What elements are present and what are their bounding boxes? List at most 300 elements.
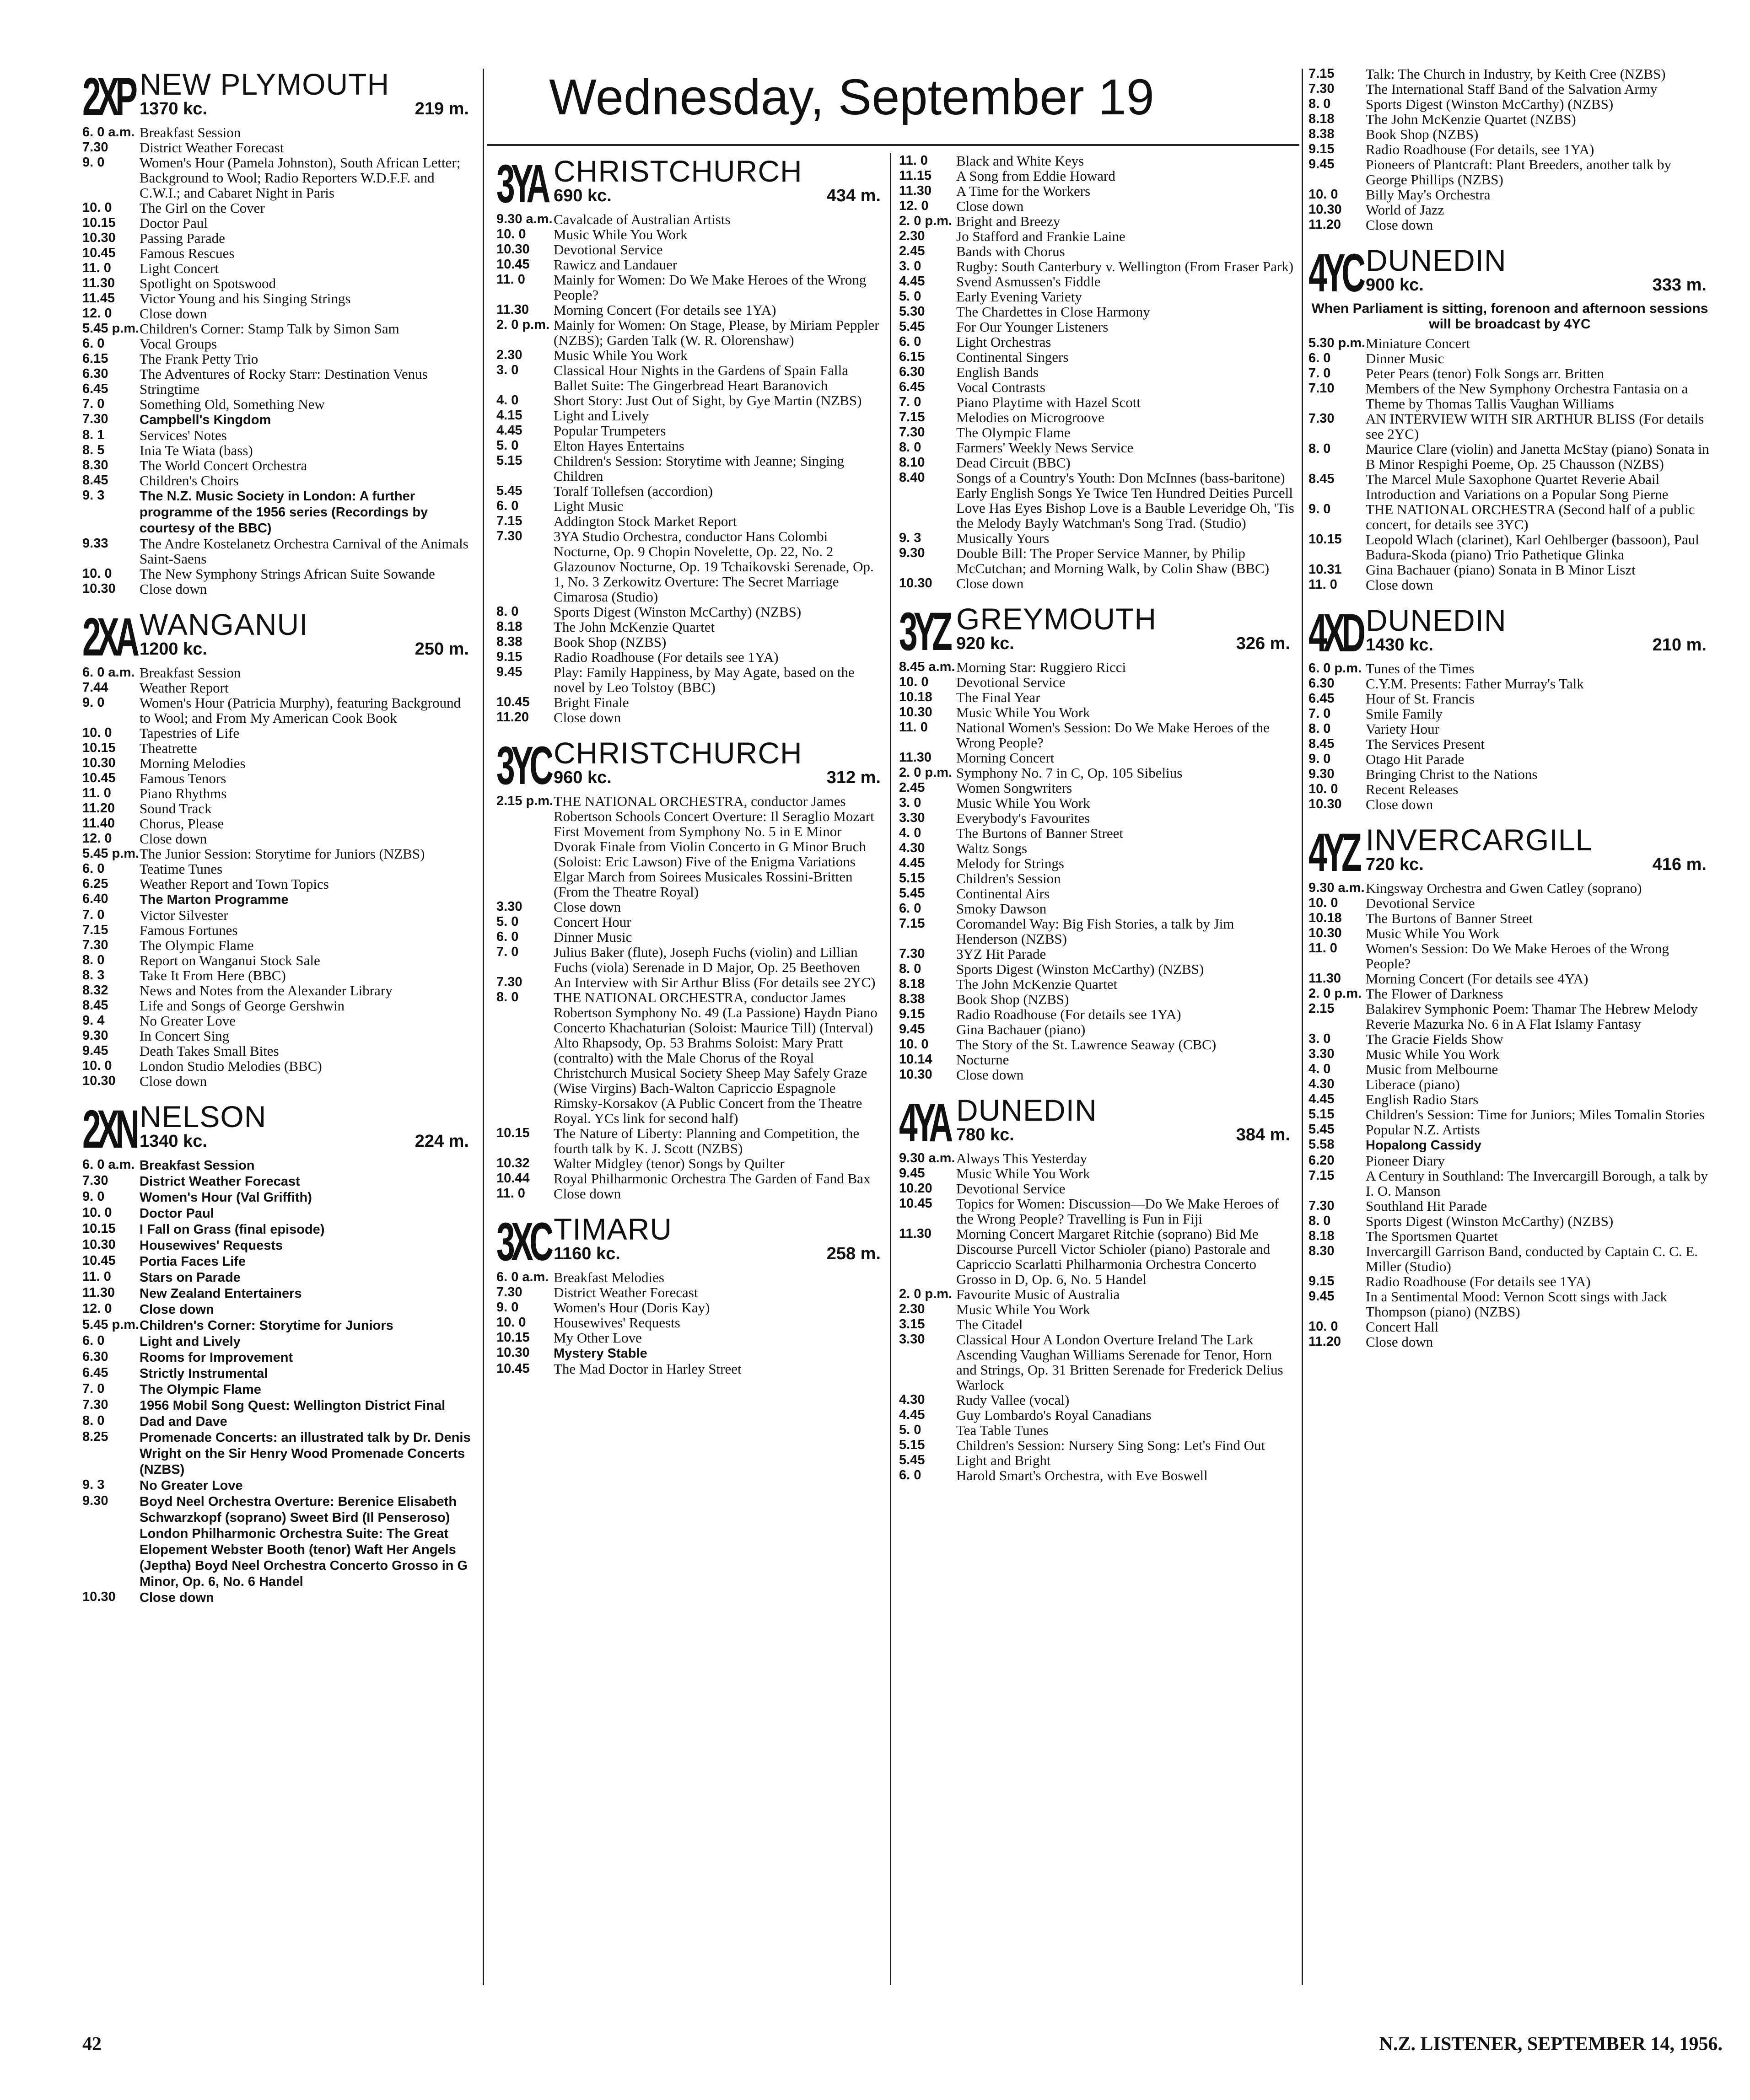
programme-time: 7. 0 — [82, 908, 105, 922]
station-callsign: 4YA — [899, 1093, 949, 1153]
programme-item — [1308, 157, 1711, 187]
programme-title: Music While You Work — [956, 795, 1090, 811]
programme-title: Close down — [1366, 577, 1433, 593]
programme-time: 10.45 — [82, 1253, 116, 1268]
programme-time: 10.30 — [82, 756, 116, 770]
programme-time: 10.15 — [1308, 532, 1342, 547]
programme-item — [1308, 896, 1711, 911]
programme-time: 11. 0 — [1308, 577, 1337, 592]
programme-item — [899, 720, 1295, 750]
programme-title: Campbell's Kingdom — [140, 413, 271, 427]
programme-time: 8. 0 — [1308, 97, 1331, 111]
programme-time: 4. 0 — [496, 393, 519, 408]
programme-title: Maurice Clare (violin) and Janetta McStay (piano) Sonata in B Minor Respighi Poeme, Op. 25 Chausson (NZBS) — [1366, 441, 1709, 472]
programme-item — [82, 876, 474, 892]
station-city: CHRISTCHURCH — [554, 736, 802, 770]
programme-title: Concert Hall — [1366, 1319, 1439, 1335]
programme-title: Devotional Service — [554, 242, 663, 258]
programme-item — [899, 1468, 1295, 1483]
programme-time: 8.10 — [899, 455, 925, 470]
programme-title: The Girl on the Cover — [140, 200, 265, 216]
programme-time: 10.18 — [899, 690, 932, 704]
programme-time: 7.30 — [1308, 1198, 1335, 1213]
programme-item — [496, 408, 885, 423]
programme-time: 8. 0 — [496, 604, 519, 619]
station-wavelength: 219 m. — [415, 99, 469, 118]
programme-title: Sports Digest (Winston McCarthy) (NZBS) — [554, 604, 802, 620]
programme-title: Rudy Vallee (vocal) — [956, 1392, 1070, 1408]
programme-item — [1308, 127, 1711, 142]
programme-time: 5.45 — [899, 1453, 925, 1467]
programme-item — [82, 306, 474, 321]
programme-time: 2.30 — [899, 229, 925, 243]
programme-item — [899, 153, 1295, 168]
programme-time: 9.45 — [1308, 157, 1335, 172]
station-city: NEW PLYMOUTH — [140, 67, 390, 101]
programme-time: 8. 0 — [496, 990, 519, 1004]
programme-title: Famous Fortunes — [140, 922, 238, 938]
programme-time: 4. 0 — [899, 826, 921, 840]
programme-item — [496, 990, 885, 1126]
programme-title: Bands with Chorus — [956, 243, 1065, 259]
programme-time: 10.30 — [899, 576, 932, 591]
programme-time: 6. 0 — [82, 1333, 105, 1348]
programme-time: 6.25 — [82, 876, 108, 891]
programme-item — [1308, 926, 1711, 941]
programme-time: 6.45 — [1308, 691, 1335, 706]
programme-title: Morning Concert (For details see 1YA) — [554, 302, 776, 318]
programme-title: Mystery Stable — [554, 1346, 647, 1361]
programme-title: Sports Digest (Winston McCarthy) (NZBS) — [1366, 96, 1614, 112]
programme-item — [82, 581, 474, 596]
programme-item — [82, 473, 474, 488]
programme-title: District Weather Forecast — [140, 1174, 300, 1189]
programme-title: Children's Corner: Stamp Talk by Simon Sam — [140, 321, 399, 337]
programme-time: 11.30 — [899, 183, 932, 198]
station-callsign: 3YA — [496, 154, 547, 214]
programme-item — [82, 566, 474, 581]
station-header — [496, 735, 885, 794]
programme-time: 8. 0 — [1308, 441, 1331, 456]
programme-item — [1308, 881, 1711, 896]
programme-time: 2. 0 p.m. — [1308, 986, 1362, 1001]
programme-title: Light Concert — [140, 260, 219, 276]
programme-title: Famous Rescues — [140, 245, 235, 261]
programme-item — [496, 650, 885, 665]
programme-title: Vocal Groups — [140, 336, 217, 352]
station-city: INVERCARGILL — [1366, 823, 1593, 857]
programme-title: Balakirev Symphonic Poem: Thamar The Hebrew Melody Reverie Mazurka No. 6 in A Flat Islamy Fantasy — [1366, 1001, 1698, 1032]
programme-time: 11.40 — [82, 816, 115, 831]
programme-title: Miniature Concert — [1366, 335, 1470, 351]
programme-time: 8.18 — [899, 977, 925, 991]
programme-time: 12. 0 — [899, 199, 929, 213]
programme-time: 10.18 — [1308, 911, 1342, 925]
programme-title: Piano Rhythms — [140, 785, 227, 801]
programme-time: 8.45 a.m. — [899, 660, 955, 674]
programme-item — [82, 725, 474, 741]
station-header — [1308, 822, 1711, 881]
programme-item — [496, 272, 885, 302]
programme-title: Take It From Here (BBC) — [140, 967, 286, 983]
programme-title: Dead Circuit (BBC) — [956, 455, 1071, 471]
programme-time: 8.38 — [899, 992, 925, 1006]
column-1 — [82, 66, 474, 1978]
programme-item — [899, 826, 1295, 841]
programme-item — [899, 946, 1295, 961]
programme-item — [82, 1397, 474, 1413]
programme-item — [82, 1058, 474, 1074]
programme-item — [1308, 577, 1711, 592]
programme-time: 8.18 — [496, 619, 522, 634]
programme-title: Popular Trumpeters — [554, 423, 666, 439]
programme-title: Bright Finale — [554, 694, 629, 710]
programme-title: Teatime Tunes — [140, 861, 223, 877]
programme-title: Sports Digest (Winston McCarthy) (NZBS) — [1366, 1213, 1614, 1229]
programme-time: 9. 0 — [82, 695, 105, 710]
programme-item — [82, 1269, 474, 1285]
programme-item — [496, 1361, 885, 1376]
station-header — [496, 153, 885, 212]
programme-time: 8. 0 — [82, 1413, 105, 1428]
station-frequency: 720 kc. — [1366, 855, 1424, 874]
programme-item — [82, 155, 474, 200]
programme-title: Rooms for Improvement — [140, 1350, 293, 1365]
programme-time: 10. 0 — [82, 200, 112, 215]
programme-title: Morning Melodies — [140, 755, 246, 771]
programme-title: English Bands — [956, 364, 1039, 380]
programme-item — [1308, 1122, 1711, 1137]
programme-time: 11.30 — [496, 302, 529, 317]
station-frequency: 1340 kc. — [140, 1132, 207, 1151]
programme-time: 6.45 — [82, 1365, 108, 1380]
station-wavelength: 224 m. — [415, 1132, 469, 1151]
programme-time: 5.45 — [1308, 1122, 1335, 1137]
station-block — [496, 1211, 885, 1376]
programme-item — [899, 660, 1295, 675]
programme-time: 10. 0 — [1308, 896, 1338, 910]
programme-title: Stars on Parade — [140, 1270, 241, 1285]
programme-time: 9. 0 — [82, 1189, 105, 1204]
column-rule — [483, 69, 484, 1985]
programme-time: 3.30 — [899, 1332, 925, 1347]
programme-time: 3.30 — [1308, 1047, 1335, 1061]
programme-item — [82, 1285, 474, 1301]
programme-item — [899, 455, 1295, 470]
programme-title: Harold Smart's Orchestra, with Eve Boswell — [956, 1467, 1208, 1483]
programme-time: 2.15 — [1308, 1001, 1335, 1016]
programme-item — [82, 336, 474, 351]
programme-title: Children's Session: Storytime with Jeanne; Singing Children — [554, 453, 845, 484]
programme-item — [82, 756, 474, 771]
programme-time: 10. 0 — [82, 1058, 112, 1073]
programme-title: Morning Concert — [956, 750, 1055, 766]
programme-title: Dinner Music — [1366, 350, 1444, 366]
programme-item — [496, 975, 885, 990]
programme-title: A Time for the Workers — [956, 183, 1091, 199]
programme-item — [82, 1413, 474, 1429]
programme-item — [82, 665, 474, 680]
programme-time: 3. 0 — [1308, 1031, 1331, 1046]
programme-title: Devotional Service — [1366, 895, 1475, 911]
programme-time: 7.10 — [1308, 381, 1335, 396]
programme-time: 10.45 — [496, 695, 530, 709]
programme-title: Close down — [140, 1073, 207, 1089]
programme-title: Services' Notes — [140, 427, 227, 443]
programme-item — [496, 423, 885, 438]
programme-item — [496, 1270, 885, 1285]
programme-time: 2.45 — [899, 244, 925, 258]
programme-title: New Zealand Entertainers — [140, 1286, 302, 1301]
programme-item — [496, 212, 885, 227]
programme-time: 4.30 — [899, 1392, 925, 1407]
programme-item — [899, 1067, 1295, 1082]
programme-title: The Junior Session: Storytime for Juniors (NZBS) — [140, 846, 425, 862]
programme-item — [899, 289, 1295, 304]
station-block — [899, 601, 1295, 1082]
programme-time: 9.45 — [496, 665, 522, 679]
programme-title: Rugby: South Canterbury v. Wellington (From Fraser Park) — [956, 258, 1294, 274]
programme-time: 4.45 — [1308, 1092, 1335, 1106]
programme-item — [496, 1171, 885, 1186]
programme-title: Close down — [140, 1590, 214, 1605]
programme-item — [82, 351, 474, 366]
programme-item — [496, 634, 885, 650]
programme-item — [899, 319, 1295, 334]
programme-time: 9.30 a.m. — [899, 1151, 955, 1165]
programme-time: 10. 0 — [1308, 187, 1338, 202]
programme-item — [899, 576, 1295, 591]
programme-title: Leopold Wlach (clarinet), Karl Oehlberger (bassoon), Paul Badura-Skoda (piano) Trio Pathetique Glinka — [1366, 532, 1699, 563]
station-city: GREYMOUTH — [956, 602, 1157, 636]
programme-title: The World Concert Orchestra — [140, 457, 307, 473]
programme-item — [82, 215, 474, 231]
programme-item — [1308, 1062, 1711, 1077]
programme-time: 9. 0 — [1308, 502, 1331, 516]
station-header — [1308, 242, 1711, 301]
programme-time: 9.15 — [1308, 142, 1335, 156]
programme-item — [899, 871, 1295, 886]
programme-time: 9.15 — [1308, 1274, 1335, 1289]
station-wavelength: 434 m. — [826, 186, 881, 205]
programme-time: 10.45 — [82, 246, 116, 260]
programme-time: 9.15 — [496, 650, 522, 664]
programme-time: 4.45 — [899, 1407, 925, 1422]
station-frequency: 1200 kc. — [140, 639, 207, 659]
programme-title: Spotlight on Spotswood — [140, 275, 276, 291]
programme-time: 8. 1 — [82, 428, 105, 442]
programme-item — [82, 458, 474, 473]
programme-title: Close down — [140, 306, 207, 322]
programme-item — [82, 231, 474, 246]
programme-title: Women Songwriters — [956, 780, 1072, 796]
programme-time: 6. 0 — [899, 901, 921, 916]
programme-title: Weather Report and Town Topics — [140, 876, 329, 892]
programme-time: 10.30 — [1308, 926, 1342, 940]
programme-time: 9. 0 — [1308, 752, 1331, 766]
programme-item — [82, 846, 474, 861]
programme-time: 12. 0 — [82, 1301, 112, 1316]
programme-title: Dad and Dave — [140, 1414, 227, 1429]
programme-item — [82, 695, 474, 725]
programme-item — [82, 786, 474, 801]
programme-item — [496, 710, 885, 725]
station-block — [1308, 66, 1711, 232]
programme-title: Gina Bachauer (piano) Sonata in B Minor Liszt — [1366, 562, 1636, 578]
station-wavelength: 384 m. — [1236, 1125, 1290, 1144]
station-callsign: 2XN — [82, 1099, 136, 1160]
programme-item — [1308, 1229, 1711, 1244]
programme-title: Light and Lively — [554, 408, 649, 424]
station-header — [1308, 602, 1711, 661]
programme-time: 6.15 — [82, 351, 108, 366]
programme-time: 10.14 — [899, 1052, 932, 1067]
programme-title: THE NATIONAL ORCHESTRA, conductor James Robertson Symphony No. 49 (La Passione) Haydn Piano Concerto Khachaturian (Soloist: Maurice Till) (Interval) Alto Rhapsody, Op. 53 Brahms Soloist: Mary Pratt (contralto) with the Male Chorus of the Royal Christchurch Musical Society Sheep May Safely Graze (Wise Virgins) Bach-Walton Capriccio Espagnole Rimsky-Korsakov (A Public Concert from the Theatre Royal. YCs link for second half) — [554, 989, 878, 1126]
programme-time: 7.30 — [82, 938, 108, 952]
programme-item — [899, 214, 1295, 229]
programme-title: Breakfast Session — [140, 665, 241, 681]
programme-time: 10.15 — [82, 741, 116, 755]
programme-title: The Chardettes in Close Harmony — [956, 304, 1150, 320]
programme-title: Hopalong Cassidy — [1366, 1138, 1481, 1153]
programme-title: Music While You Work — [554, 226, 688, 242]
programme-title: Music While You Work — [554, 347, 688, 363]
programme-time: 10. 0 — [899, 675, 929, 689]
programme-item — [496, 619, 885, 634]
programme-title: District Weather Forecast — [140, 140, 284, 156]
programme-title: A Song from Eddie Howard — [956, 168, 1115, 184]
programme-time: 3. 0 — [899, 259, 921, 274]
programme-item — [82, 246, 474, 261]
programme-time: 11. 0 — [82, 261, 111, 275]
programme-time: 11.15 — [899, 168, 932, 183]
programme-time: 8.30 — [82, 458, 108, 473]
programme-title: The Services Present — [1366, 736, 1485, 752]
column-3 — [899, 153, 1295, 2065]
programme-title: Promenade Concerts: an illustrated talk by Dr. Denis Wright on the Sir Henry Wood Promenade Concerts (NZBS) — [140, 1430, 471, 1477]
programme-time: 5.15 — [899, 871, 925, 886]
programme-title: News and Notes from the Alexander Library — [140, 983, 393, 999]
programme-item — [899, 531, 1295, 546]
programme-title: Kingsway Orchestra and Gwen Catley (soprano) — [1366, 880, 1642, 896]
programme-time: 8.18 — [1308, 1229, 1335, 1243]
programme-time: 8.30 — [1308, 1244, 1335, 1258]
programme-item — [899, 1317, 1295, 1332]
programme-time: 4.30 — [1308, 1077, 1335, 1091]
programme-item — [1308, 986, 1711, 1001]
programme-time: 6. 0 a.m. — [82, 665, 135, 680]
station-city: NELSON — [140, 1100, 267, 1133]
programme-title: Otago Hit Parade — [1366, 751, 1465, 767]
programme-title: Short Story: Just Out of Sight, by Gye Martin (NZBS) — [554, 392, 862, 408]
programme-item — [899, 1407, 1295, 1423]
programme-time: 7.15 — [899, 410, 925, 424]
programme-item — [1308, 532, 1711, 562]
station-wavelength: 333 m. — [1652, 275, 1707, 295]
programme-time: 7.30 — [899, 425, 925, 440]
programme-item — [899, 1332, 1295, 1392]
programme-title: C.Y.M. Presents: Father Murray's Talk — [1366, 676, 1584, 692]
station-block — [899, 153, 1295, 591]
programme-title: Julius Baker (flute), Joseph Fuchs (violin) and Lillian Fuchs (viola) Serenade in D Major, Op. 25 Beethoven — [554, 944, 861, 975]
programme-title: Close down — [956, 198, 1024, 214]
programme-item — [1308, 1107, 1711, 1122]
programme-title: Recent Releases — [1366, 781, 1459, 797]
programme-item — [82, 1365, 474, 1381]
programme-title: Breakfast Session — [140, 1158, 255, 1173]
programme-title: Close down — [956, 1067, 1024, 1083]
programme-time: 11. 0 — [899, 153, 928, 168]
programme-time: 8.38 — [1308, 127, 1335, 141]
programme-time: 11.20 — [1308, 1334, 1341, 1349]
programme-time: 10.32 — [496, 1156, 530, 1171]
programme-item — [899, 334, 1295, 349]
programme-item — [1308, 1137, 1711, 1153]
programme-time: 5.15 — [1308, 1107, 1335, 1122]
programme-title: Life and Songs of George Gershwin — [140, 998, 345, 1014]
programme-time: 4.15 — [496, 408, 522, 423]
programme-time: 11. 0 — [496, 272, 525, 287]
programme-time: 7.30 — [496, 529, 522, 543]
programme-time: 4.45 — [496, 423, 522, 438]
programme-item — [1308, 1047, 1711, 1062]
station-block — [82, 66, 474, 596]
programme-title: The Olympic Flame — [956, 424, 1071, 440]
programme-title: Women's Hour (Val Griffith) — [140, 1190, 312, 1205]
programme-title: Favourite Music of Australia — [956, 1286, 1120, 1302]
programme-title: The Frank Petty Trio — [140, 351, 258, 367]
programme-title: Women's Hour (Patricia Murphy), featuring Background to Wool; and From My American Cook Book — [140, 695, 461, 726]
programme-title: Children's Session: Time for Juniors; Miles Tomalin Stories — [1366, 1106, 1705, 1123]
programme-title: Talk: The Church in Industry, by Keith Cree (NZBS) — [1366, 66, 1666, 82]
station-header — [82, 607, 474, 665]
programme-item — [82, 998, 474, 1013]
programme-item — [496, 317, 885, 348]
programme-time: 5.45 p.m. — [82, 846, 140, 861]
programme-title: English Radio Stars — [1366, 1091, 1479, 1107]
programme-item — [1308, 142, 1711, 157]
programme-title: Close down — [140, 581, 207, 597]
programme-time: 5. 0 — [496, 914, 519, 929]
programme-time: 7. 0 — [899, 395, 921, 409]
programme-title: Something Old, Something New — [140, 396, 325, 412]
programme-time: 6. 0 — [496, 499, 519, 513]
programme-item — [899, 1302, 1295, 1317]
programme-title: Book Shop (NZBS) — [1366, 126, 1479, 142]
programme-item — [496, 1345, 885, 1361]
programme-title: National Women's Session: Do We Make Heroes of the Wrong People? — [956, 720, 1270, 751]
programme-item — [899, 380, 1295, 395]
programme-title: Children's Corner: Storytime for Juniors — [140, 1318, 393, 1333]
programme-title: Close down — [140, 1302, 214, 1317]
programme-item — [496, 227, 885, 242]
programme-item — [1308, 562, 1711, 577]
station-header — [899, 1092, 1295, 1151]
programme-item — [1308, 676, 1711, 691]
programme-title: Strictly Instrumental — [140, 1366, 268, 1381]
programme-item — [82, 1157, 474, 1173]
programme-title: Concert Hour — [554, 914, 631, 930]
station-wavelength: 312 m. — [826, 768, 881, 787]
programme-time: 8.45 — [1308, 736, 1335, 751]
programme-item — [1308, 971, 1711, 986]
station-callsign: 4YZ — [1308, 822, 1358, 883]
programme-item — [899, 1287, 1295, 1302]
programme-item — [82, 1173, 474, 1189]
programme-time: 9. 0 — [496, 1300, 519, 1315]
programme-title: THE NATIONAL ORCHESTRA, conductor James Robertson Schools Concert Overture: Il Seraglio Mozart First Movement from Symphony No. 5 in E Minor Dvorak Finale from Violin Concerto in G Minor Bruch (Soloist: Eric Lawson) Five of the Enigma Variations Elgar March from Soirees Musicales Rossini-Britten (From the Theatre Royal) — [554, 793, 874, 900]
programme-item — [82, 861, 474, 876]
